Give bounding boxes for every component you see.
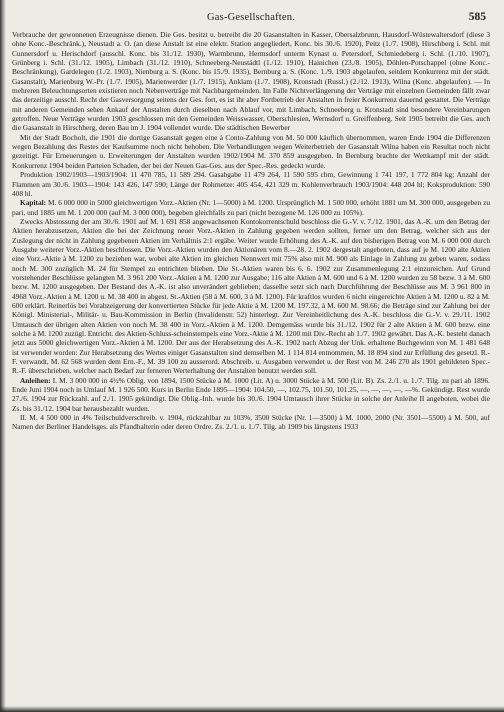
section-heading-kapital: Kapital:: [20, 198, 47, 208]
paragraph-text: Zwecks Abstossung der am 30./6. 1901 auf M. 1 691 858 angewachsenen Kontokorrentschuld beschloss die G.-V. v. 7./12. 1901, das A.-K. um den Betrag der Aktien herabzusetzen, Aktien die bei der Zeichnung neuer Vorz.-Aktien in Zahlung gegeben werden sollten, ferner um den Betrag, welcher sich aus der Zuslegung der nicht in Zahlung gegebenen Aktien im Verhältnis 2:1 ergäbe. Weiter wurde Erhöhung des A.-K. auf den bisherigen Betrag von M. 6 000 000 durch Ausgabe weiterer Vorz.-Aktien beschlossen. Die Vorz.-Aktien wurden den Aktionären vom 8.—28. 2. 1902 dergestalt angeboten, dass auf je M. 1200 alte Aktien eine Vorz.-Aktie à M. 1200 zu beziehen war, wobei alte Aktien im gleichen Nennwert mit 75% also mit M. 900 als Einlage in Zahlung zu geben waren, sodass noch M. 300 zuzüglich M. 24 für Stempel zu entrichten blieben. Die St.-Aktien waren bis 6. 6. 1902 zur Zusammenlegung 2:1 einzureichen. Auf Grund vorstehender Beschlüsse gelangten M. 3 961 200 Vorz.-Aktien à M. 1200 zur Ausgabe; 116 alte Aktien à M. 600 und 6 à M. 1200 wurden zu 58 bezw. 3 à M. 600 bezw. M. 1200 ausgegeben. Der Bestand des A.-K. ist also unverändert geblieben; dasselbe setzt sich nach Durchführung der Beschlüsse aus M. 3 961 800 in 4968 Vorz.-Aktien à M. 1200 u. M. 38 400 in abgest. St.-Aktien (58 à M. 600, 3 à M. 1200). Für kraftlos wurden 6 nicht eingereichte Aktien à M. 1200 u. 82 à M. 600 erklärt. Reinerlös bei Vorabzeigerung der konvertierten Stücke für jede Aktie à M. 1200 M. 197.32, à M. 600 M. 98.66; die Beträge sind zur Zahlung bei der Königl. Ministerial-, Militär- u. Bau-Kommission in Berlin (Invalidenstr. 52) hinterlegt. Zur Vereinheitlichung des A.-K. beschloss die G.-V. v. 29./11. 1902 Umtausch der übrigen alten Aktien von noch M. 38 400 in Vorz.-Aktien à M. 1200. Demgemäss wurde bis 31./12. 1902 für 2 alte Aktien à M. 600 bezw. eine solche à M. 1200 zuzügl. Entricht. des Aktien-Schluss-scheinstempels eine Vorz.-Aktie à M. 1200 mit Div.-Recht ab 1./7. 1902 gewährt. Das A.-K. besteht danach jetzt aus 5000 gleichwertigen Vorz.-Aktien à M. 1200. Der aus der Herabsetzung des A.-K. 1902 nach Abzug der Unk. erhaltene Buchgewinn von M. 1 481 648 ist verwendet worden: Zur Herabsetzung des Wertes einiger Gasanstalten sind demselben M. 1 114 814 entnommen, M. 18 894 sind zur Erfüllung des gesetzl. R.-F. verwandt, M. 62 568 wurden dem Ern.-F., M. 39 100 zu ausserord. Abschreib. u. Ausgaben verwendet u. der Rest von M. 246 270 als 1901 gebildeten Spec.-R.-F. überschrieben, welcher nach Bedarf zur ferneren Werterhaltung der Anstalten benutzt werden soll.: [12, 216, 490, 376]
paragraph-text: Produktion 1902/1903—1903/1904: 11 470 785, 11 589 294. Gasabgabe 11 479 264, 11 590 595 cbm, Gewinnung 1 741 197, 1 772 804 kg; Anzahl der Flammen am 30./6. 1903—1904: 143 426, 147 590; Länge der Rohrnetze: 405 454, 421 329 m. Kohlenverbrauch 1903/1904: 448 204 hl; Koksproduktion: 590 408 hl.: [12, 170, 490, 198]
page-number: 585: [468, 11, 486, 23]
paragraph-production: [12, 170, 490, 198]
paragraph-capital-reduction: [12, 217, 490, 376]
section-heading-anleihen: Anleihen:: [20, 375, 51, 385]
paragraph-text: I. M. 3 000 000 in 4½% Oblig. von 1894, 1500 Stücke à M. 1000 (Lit. A) u. 3000 Stücke à M. 500 (Lit. B). Zs. 2./1. u. 1./7. Tilg. zu pari ab 1896. Ende Juni 1904 noch in Umlauf M. 1 926 500. Kurs in Berlin Ende 1895—1904: 104.50, —, 102.75, 101.50, 101.25, —, —, —, —, —%. Gekündigt. Rest wurde 27./6. 1904 zur Rückzahl. auf 2./1. 1905 gekündigt. Die Oblig.-Inh. wurde bis 30./6. 1904 Umtausch ihrer Stücke in solche der Anleihe II angeboten, wobei die Zs. bis 31./12. 1904 bar herausbezahlt wurden.: [12, 375, 490, 413]
paragraph-text: Mit der Stadt Bocholt, die 1901 die dortige Gasanstalt gegen eine à Conto-Zahlung von M. 50 000 käuflich übernommen, waren Ende 1904 die Differenzen wegen Bezahlung des Restes der Kaufsumme noch nicht behoben. Die Verhandlungen wegen Weiterbetrieb der Gasanstalt Wilna haben ein Resultat noch nicht gezeitigt. Für Erneuerungen u. Erweiterungen der Anstalten wurden 1902/1904 M. 370 859 ausgegeben. In Bernburg brachte der Wettkampf mit der städt. Konkurrenz 1904 beiden Parteien Schaden, der bei der Neuen Gas-Ges. aus der Spec.-Res. gedeckt wurde.: [12, 132, 490, 170]
body-text: [12, 30, 490, 432]
paragraph-anleihe-ii: [12, 413, 490, 432]
paragraph-text: II. M. 4 500 000 in 4% Teilschuldverschreib. v. 1904, rückzahlbar zu 103%, 3500 Stücke (Nr. 1—3500) à M. 1000, 2000 (Nr. 3501—5500) à M. 500, auf Namen der Berliner Handelsges. als Pfandhalterin oder deren Ordre. Zs. 2./1. u. 1./7. Tilg. ab 1909 bis längstens 1933: [12, 413, 490, 432]
paragraph-bocholt: [12, 133, 490, 170]
paragraph-kapital: [12, 198, 490, 217]
page-header: [12, 11, 490, 27]
paragraph-text: M. 6 000 000 in 5000 gleichwertigen Vorz.-Aktien (Nr. 1—5000) à M. 1200. Ursprünglich M. 1 500 000, erhöht 1881 um M. 300 000, ausgegeben zu pari, und 1885 um M. 1 200 000 (auf M. 3 000 000), begeben gleichfalls zu pari (nicht bezogene M. 126 000 zu 105%).: [12, 198, 490, 217]
paragraph-anleihen: [12, 376, 490, 413]
paragraph-gas-plants: [12, 30, 490, 133]
running-head: Gas-Gesellschaften.: [206, 12, 296, 23]
paragraph-text: Verbrauche der gewonnenen Erzeugnisse dienen. Die Ges. besitzt u. betreibt die 20 Gasanstalten in Kasser, Obersalzbrunn, Hausdorf-Wüstewaltersdorf (diese 3 ohne Konc.-Beschränk.), Neustadt a. O. (an diese Anstalt ist eine elektr. Station angegliedert, Konc. bis 30./6. 1920), Peitz (1./7. 1908), Hirschberg i. Schl. mit Cunnersdorf u. Herischdorf (ausschl. Konc. bis 31./12. 1930), Warmbrunn, Hermsdorf unterm Kynast u. Petersdorf, Schmiedeberg i. Schl. (1./10. 1907), Grünberg i. Schl. (31./12. 1905), Limbach (31./12. 1910), Schneeberg-Neustädtl (1./12. 1910), Hainichen (23./8. 1905), Döhlen-Potschappel (ohne Konc.-Beschränkung), Gardelegen (1./2. 1903), Nienburg a. S. (Konc. bis 15./9. 1935), Bernburg a. S. (Konc. 1./9. 1903 abgelaufen, seitdem Konkurrenz mit der städt. Gasanstalt), Marienburg W.-Pr. (1./7. 1905), Marienwerder (1./7. 1915), Anklam (1./7. 1908), Kronstadt (Russl.) (2./12. 1913), Wilna (Konc. abgelaufen). — In mehreren Beleuchtungsorten existieren noch Nebenverträge mit Nachbargemeinden. Im Falle Nichtverlängerung der Verträge mit einzelnen Gemeinden fällt zwar das derzeitige ausschl. Recht der Gasversorgung seitens der Ges. fort, es ist ihr aber Fortbetrieb der Anstalten in freier Konkurrenz dauernd gestattet. Die Verträge mit anderen Gemeinden sehen Ankauf der Anstalten durch dieselben nach Ablauf vor, mit Limbach, Schneeberg u. Kronstadt sind besondere Vereinbarungen getroffen. Neue Verträge wurden 1903 geschlossen mit den Gemeinden Weisswasser, Oberschlesien, Wernsdorf u. Greiffenberg. Seit 1905 betreibt die Ges. auch die Gasanstalt in Hirschberg, deren Bau im J. 1904 vollendet wurde. Die städtischen Bewerber: [12, 30, 490, 133]
